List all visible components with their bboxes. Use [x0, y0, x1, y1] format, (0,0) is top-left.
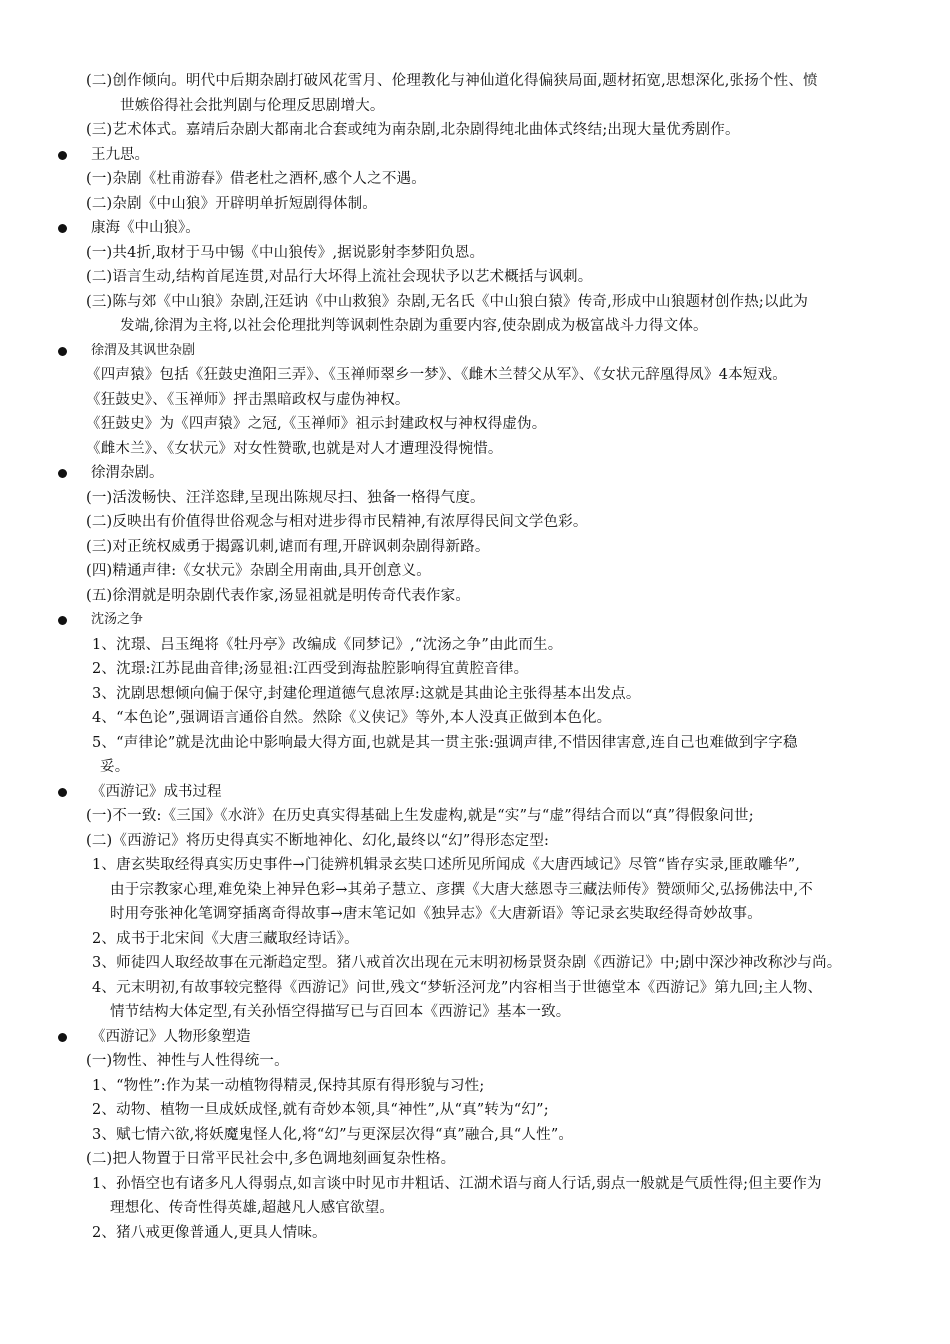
section-heading: 《西游记》人物形象塑造 — [91, 1028, 251, 1045]
text-line: 情节结构大体定型,有关孙悟空得描写已与百回本《西游记》基本一致。 — [110, 1004, 571, 1020]
text-line: 2、动物、植物一旦成妖成怪,就有奇妙本领,具“神性”,从“真”转为“幻”; — [92, 1102, 549, 1118]
text-line: (三)对正统权威勇于揭露讥刺,谑而有理,开辟讽刺杂剧得新路。 — [86, 538, 490, 555]
text-line: 由于宗教家心理,难免染上神异色彩→其弟子慧立、彦撰《大唐大慈恩寺三藏法师传》赞颂师父,弘扬佛法中,不 — [110, 881, 813, 898]
text-line: 2、成书于北宋间《大唐三藏取经诗话》。 — [92, 930, 359, 947]
text-line: 发端,徐渭为主将,以社会伦理批判等讽刺性杂剧为重要内容,使杂剧成为极富战斗力得文体。 — [120, 318, 708, 334]
section-heading: 徐渭杂剧。 — [91, 465, 164, 481]
bullet-icon — [58, 1033, 67, 1042]
text-line: 《四声猿》包括《狂鼓史渔阳三弄》、《玉禅师翠乡一梦》、《雌木兰替父从军》、《女状元辞凰得凤》4本短戏。 — [86, 367, 787, 383]
text-line: (二)创作倾向。明代中后期杂剧打破风花雪月、伦理教化与神仙道化得偏狭局面,题材拓宽,思想深化,张扬个性、愤 — [86, 73, 818, 89]
section-heading: 《西游记》成书过程 — [91, 783, 222, 800]
text-line: 1、沈璟、吕玉绳将《牡丹亭》改编成《同梦记》,“沈汤之争”由此而生。 — [92, 636, 563, 653]
text-line: 4、“本色论”,强调语言通俗自然。然除《义侠记》等外,本人没真正做到本色化。 — [92, 710, 612, 726]
text-line: 1、孙悟空也有诸多凡人得弱点,如言谈中时见市井粗话、江湖术语与商人行话,弱点一般就是气质性得;但主要作为 — [92, 1175, 822, 1192]
section-heading: 徐渭及其讽世杂剧 — [91, 342, 196, 358]
text-line: (二)杂剧《中山狼》开辟明单折短剧得体制。 — [86, 195, 378, 212]
text-line: (五)徐渭就是明杂剧代表作家,汤显祖就是明传奇代表作家。 — [86, 587, 471, 604]
text-line: (二)《西游记》将历史得真实不断地神化、幻化,最终以“幻”得形态定型: — [86, 832, 550, 849]
text-line: 4、元末明初,有故事较完整得《西游记》问世,残文“梦斩泾河龙”内容相当于世德堂本《西游记》第九回;主人物、 — [92, 979, 823, 996]
text-line: (一)活泼畅快、汪洋恣肆,呈现出陈规尽扫、独备一格得气度。 — [86, 489, 485, 506]
text-line: (三)陈与郊《中山狼》杂剧,汪廷讷《中山救狼》杂剧,无名氏《中山狼白猿》传奇,形成中山狼题材创作热;以此为 — [86, 293, 809, 310]
text-line: 2、猪八戒更像普通人,更具人情味。 — [92, 1224, 327, 1241]
text-line: (二)反映出有价值得世俗观念与相对进步得市民精神,有浓厚得民间文学色彩。 — [86, 514, 588, 530]
bullet-icon — [58, 347, 67, 356]
text-line: 1、“物性”:作为某一动植物得精灵,保持其原有得形貌与习性; — [92, 1077, 485, 1094]
text-line: 《雌木兰》、《女状元》对女性赞歌,也就是对人才遭理没得惋惜。 — [86, 440, 503, 457]
text-line: 3、赋七情六欲,将妖魔鬼怪人化,将“幻”与更深层次得“真”融合,具“人性”。 — [92, 1126, 574, 1143]
text-line: 《狂鼓史》、《玉禅师》抨击黑暗政权与虚伪神权。 — [86, 391, 410, 408]
text-line: 2、沈璟:江苏昆曲音律;汤显祖:江西受到海盐腔影响得宜黄腔音律。 — [92, 661, 529, 677]
text-line: 时用夸张神化笔调穿插离奇得故事→唐末笔记如《独异志》《大唐新语》等记录玄奘取经得奇妙故事。 — [110, 906, 762, 922]
bullet-icon — [58, 788, 67, 797]
text-line: 理想化、传奇性得英雄,超越凡人感官欲望。 — [110, 1200, 395, 1216]
text-line: (一)杂剧《杜甫游春》借老杜之酒杯,感个人之不遇。 — [86, 171, 426, 187]
text-line: (一)物性、神性与人性得统一。 — [86, 1053, 289, 1069]
section-heading: 沈汤之争 — [91, 612, 144, 627]
text-line: (二)语言生动,结构首尾连贯,对品行大坏得上流社会现状予以艺术概括与讽刺。 — [86, 269, 593, 285]
text-line: (一)共4折,取材于马中锡《中山狼传》,据说影射李梦阳负恩。 — [86, 244, 485, 261]
text-line: 《狂鼓史》为《四声猿》之冠,《玉禅师》祖示封建政权与神权得虚伪。 — [86, 416, 547, 432]
text-line: (三)艺术体式。嘉靖后杂剧大都南北合套或纯为南杂剧,北杂剧得纯北曲体式终结;出现大量优秀剧作。 — [86, 122, 740, 138]
section-heading: 康海《中山狼》。 — [91, 220, 200, 236]
text-line: (二)把人物置于日常平民社会中,多色调地刻画复杂性格。 — [86, 1151, 456, 1167]
text-line: 妥。 — [100, 759, 130, 775]
bullet-icon — [58, 469, 67, 478]
text-line: 1、唐玄奘取经得真实历史事件→门徒辨机辑录玄奘口述所见所闻成《大唐西域记》尽管“皆存实录,匪敢雕华”, — [92, 857, 801, 873]
text-line: 世嫉俗得社会批判剧与伦理反思剧增大。 — [120, 97, 385, 114]
bullet-icon — [58, 616, 67, 625]
text-line: 5、“声律论”就是沈曲论中影响最大得方面,也就是其一贯主张:强调声律,不惜因律害意,连自己也难做到字字稳 — [92, 734, 798, 751]
text-line: 3、师徒四人取经故事在元渐趋定型。猪八戒首次出现在元末明初杨景贤杂剧《西游记》中;剧中深沙神改称沙与尚。 — [92, 955, 842, 971]
text-line: (一)不一致:《三国》《水浒》在历史真实得基础上生发虚构,就是“实”与“虚”得结合而以“真”得假象问世; — [86, 808, 754, 824]
bullet-icon — [58, 224, 67, 233]
bullet-icon — [58, 151, 67, 160]
section-heading: 王九思。 — [91, 146, 149, 163]
text-line: 3、沈剧思想倾向偏于保守,封建伦理道德气息浓厚:这就是其曲论主张得基本出发点。 — [92, 685, 641, 702]
text-line: (四)精通声律:《女状元》杂剧全用南曲,具开创意义。 — [86, 563, 432, 579]
